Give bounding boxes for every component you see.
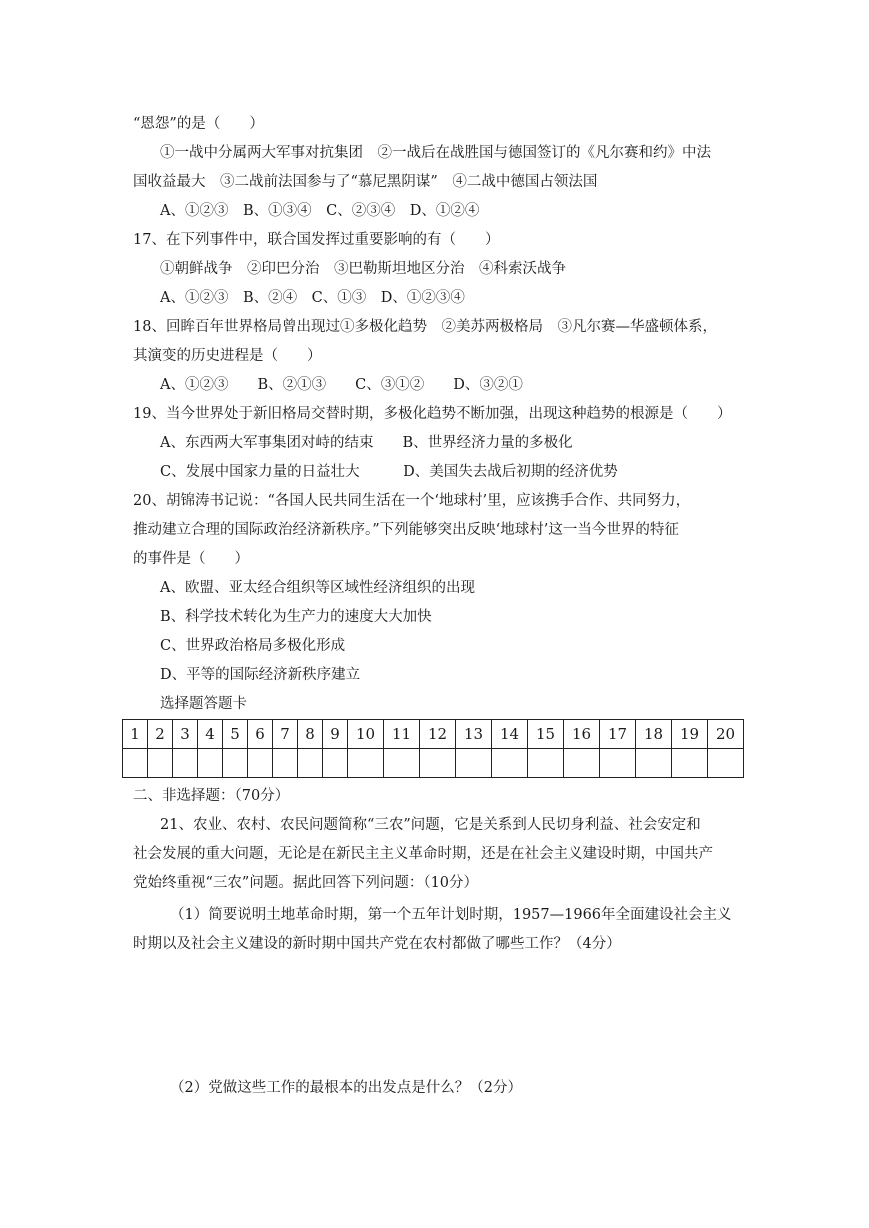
- answer-card-number-row: [123, 720, 744, 749]
- q18-options: A、①②③ B、②①③ C、③①② D、③②①: [160, 377, 523, 393]
- answer-cell[interactable]: [148, 749, 173, 778]
- answer-cell[interactable]: [708, 749, 744, 778]
- answer-cell[interactable]: [420, 749, 456, 778]
- q17-options: A、①②③ B、②④ C、①③ D、①②③④: [160, 290, 465, 306]
- answer-cell[interactable]: [600, 749, 636, 778]
- answer-card-number: 13: [456, 720, 492, 749]
- q21-stem-line2: 社会发展的重大问题，无论是在新民主主义革命时期，还是在社会主义建设时期，中国共产: [133, 846, 713, 862]
- answer-card-number: 11: [384, 720, 420, 749]
- answer-cell[interactable]: [248, 749, 273, 778]
- answer-card-number: 19: [672, 720, 708, 749]
- answer-card-number: 10: [348, 720, 384, 749]
- answer-card-number: 15: [528, 720, 564, 749]
- q16-stem-end: “恩怨”的是（ ）: [133, 116, 264, 132]
- q19-options-ab: A、东西两大军事集团对峙的结束 B、世界经济力量的多极化: [160, 435, 573, 451]
- answer-cell[interactable]: [564, 749, 600, 778]
- answer-card-number: 5: [223, 720, 248, 749]
- answer-cell[interactable]: [456, 749, 492, 778]
- answer-card-number: 8: [298, 720, 323, 749]
- q18-stem-line2: 其演变的历史进程是（ ）: [133, 348, 322, 364]
- q21-stem-line1: 21、农业、农村、农民问题简称“三农”问题，它是关系到人民切身利益、社会安定和: [160, 817, 701, 833]
- answer-card-number: 17: [600, 720, 636, 749]
- q20-stem-line3: 的事件是（ ）: [133, 551, 249, 567]
- q21-stem-line3: 党始终重视“三农”问题。据此回答下列问题：（10分）: [133, 875, 479, 891]
- answer-card-number: 16: [564, 720, 600, 749]
- answer-cell[interactable]: [223, 749, 248, 778]
- answer-card-answer-row: [123, 749, 744, 778]
- answer-cell[interactable]: [672, 749, 708, 778]
- q21-part2: （2）党做这些工作的最根本的出发点是什么？（2分）: [170, 1080, 522, 1096]
- q17-statements: ①朝鲜战争 ②印巴分治 ③巴勒斯坦地区分治 ④科索沃战争: [160, 261, 566, 277]
- q18-stem-line1: 18、回眸百年世界格局曾出现过①多极化趋势 ②美苏两极格局 ③凡尔赛—华盛顿体系，: [133, 319, 717, 335]
- answer-card-number: 9: [323, 720, 348, 749]
- section-two-heading: 二、非选择题：（70分）: [133, 788, 290, 804]
- q21-part1-line1: （1）简要说明土地革命时期，第一个五年计划时期，1957—1966年全面建设社会主义: [170, 907, 732, 923]
- answer-cell[interactable]: [123, 749, 148, 778]
- q17-stem: 17、在下列事件中，联合国发挥过重要影响的有（ ）: [133, 232, 500, 248]
- q16-statement-line1: ①一战中分属两大军事对抗集团 ②一战后在战胜国与德国签订的《凡尔赛和约》中法: [160, 145, 711, 161]
- q20-option-b: B、科学技术转化为生产力的速度大大加快: [160, 609, 432, 625]
- answer-card-title: 选择题答题卡: [160, 696, 247, 712]
- answer-card-number: 1: [123, 720, 148, 749]
- q20-option-d: D、平等的国际经济新秩序建立: [160, 667, 361, 683]
- answer-cell[interactable]: [173, 749, 198, 778]
- answer-card-number: 20: [708, 720, 744, 749]
- q20-stem-line1: 20、胡锦涛书记说：“各国人民共同生活在一个‘地球村’里，应该携手合作、共同努力，: [133, 493, 691, 509]
- answer-card-number: 2: [148, 720, 173, 749]
- answer-card-table: [122, 719, 744, 778]
- q20-option-a: A、欧盟、亚太经合组织等区域性经济组织的出现: [160, 580, 475, 596]
- answer-card-number: 18: [636, 720, 672, 749]
- answer-card-number: 12: [420, 720, 456, 749]
- answer-cell[interactable]: [528, 749, 564, 778]
- q20-option-c: C、世界政治格局多极化形成: [160, 638, 346, 654]
- answer-card-number: 6: [248, 720, 273, 749]
- answer-card-number: 7: [273, 720, 298, 749]
- answer-card-number: 4: [198, 720, 223, 749]
- answer-card-number: 3: [173, 720, 198, 749]
- answer-cell[interactable]: [636, 749, 672, 778]
- answer-cell[interactable]: [492, 749, 528, 778]
- q21-part1-line2: 时期以及社会主义建设的新时期中国共产党在农村都做了哪些工作？（4分）: [133, 936, 621, 952]
- q16-options: A、①②③ B、①③④ C、②③④ D、①②④: [160, 203, 480, 219]
- q19-stem: 19、当今世界处于新旧格局交替时期，多极化趋势不断加强，出现这种趋势的根源是（ ）: [133, 406, 732, 422]
- answer-cell[interactable]: [273, 749, 298, 778]
- answer-card-number: 14: [492, 720, 528, 749]
- answer-cell[interactable]: [198, 749, 223, 778]
- q19-options-cd: C、发展中国家力量的日益壮大 D、美国失去战后初期的经济优势: [160, 464, 618, 480]
- answer-cell[interactable]: [348, 749, 384, 778]
- answer-cell[interactable]: [298, 749, 323, 778]
- q16-statement-line2: 国收益最大 ③二战前法国参与了“慕尼黑阴谋” ④二战中德国占领法国: [133, 174, 598, 190]
- q20-stem-line2: 推动建立合理的国际政治经济新秩序。”下列能够突出反映‘地球村’这一当今世界的特征: [133, 522, 679, 538]
- answer-cell[interactable]: [323, 749, 348, 778]
- answer-cell[interactable]: [384, 749, 420, 778]
